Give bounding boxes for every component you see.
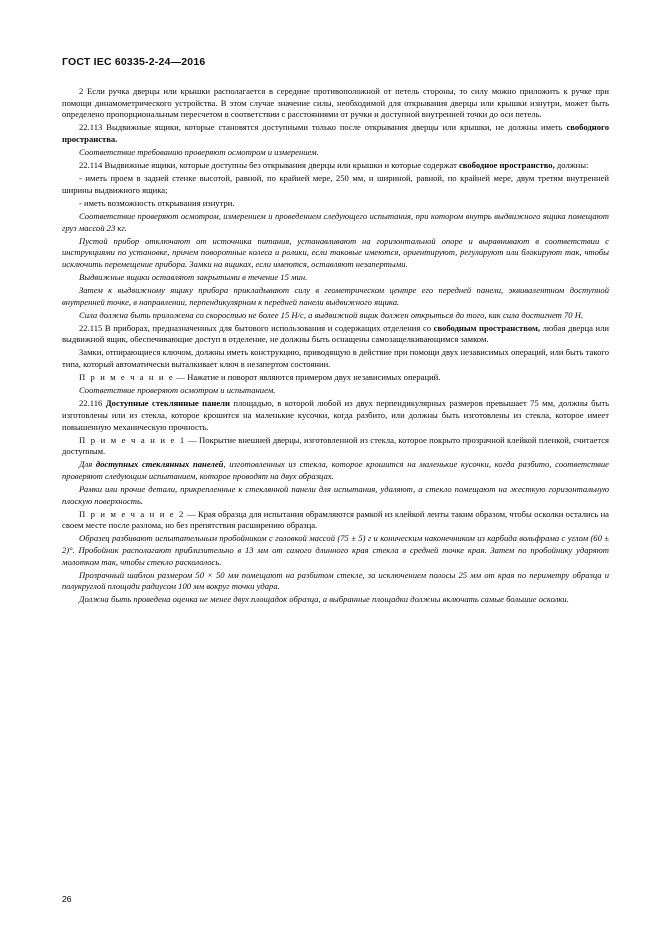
note-label-3: П р и м е ч а н и е 2 — [79, 508, 185, 519]
paragraph-conformity-2: Соответствие проверяют осмотром, измерением и проведением следующего испытания, при котором внутрь выдвижного ящика помещают груз массой 23 кг. — [62, 210, 609, 233]
note-2 — [62, 435, 609, 458]
note-text-3: — Края образца для испытания обрамляются рамкой из клейкой ленты таким образом, чтобы осколки остались на своем месте после разлома, но без препятствия расширению образца. — [62, 508, 609, 531]
note-3 — [62, 509, 609, 532]
clause-22-115-tail: любая дверца или выдвижной ящик, обеспечивающие доступ в отделение, не должны быть оснащены самозащелкивающимся замком. — [62, 322, 609, 345]
paragraph-note-2: 2 Если ручка дверцы или крышки располагается в середине противоположной от петель стороны, то силу можно приложить к ручке при помощи динамометрического устройства. В этом случае значение силы, необходимой для открывания дверцы или крышки изнутри, может быть определено пропорциональным пересчетом в соответствии с расстояниями от ручки и доступной внутренней точки до оси петель. — [62, 86, 609, 120]
clause-22-115-text: 22.115 В приборах, предназначенных для бытового использования и содержащих отделения со — [79, 322, 434, 333]
paragraph-frames-removed: Рамки или прочие детали, прикрепленные к стеклянной панели для испытания, удаляют, а стекло помещают на жесткую горизонтальную плоскую поверхность. — [62, 484, 609, 506]
paragraph-22-116 — [62, 398, 609, 433]
paragraph-key-locks: Замки, отпирающиеся ключом, должны иметь конструкцию, приводящую в действие при помощи двух независимых операций, или быть такого типа, который автоматически выталкивает ключ в незапертом состоянии. — [62, 347, 609, 370]
paragraph-drawers-closed: Выдвижные ящики оставляют закрытыми в течение 15 мин. — [79, 271, 308, 282]
page-number: 26 — [62, 894, 72, 904]
paragraph-conformity-3: Соответствие проверяют осмотром и испытанием. — [79, 385, 276, 396]
paragraph-22-115 — [62, 323, 609, 346]
page-header: ГОСТ IEC 60335-2-24—2016 — [62, 56, 206, 68]
paragraph-force-applied: Затем к выдвижному ящику прибора прикладывают силу в геометрическом центре его передней панели, эквивалентном доступной внутренней точке, в направлении, перпендикулярном к передней панели выдвижного ящика. — [62, 285, 609, 307]
note-1 — [62, 372, 609, 384]
paragraph-empty-appliance: Пустой прибор отключают от источника питания, устанавливают на горизонтальной опоре и выравнивают в соответствии с инструкциями по установке, причем поворотные колеса и ролики, если таковые имеются, ориентируют, регулируют или блокируют так, чтобы исключить перемещение прибора. Замки на ящиках, если имеются, оставляют незапертыми. — [62, 235, 609, 269]
note-label-2: П р и м е ч а н и е 1 — [79, 434, 186, 445]
clause-22-116-number: 22.116 — [79, 398, 106, 409]
paragraph-conformity-1: Соответствие требованию проверяют осмотром и измерением. — [79, 146, 319, 157]
clause-22-114-text: 22.114 Выдвижные ящики, которые доступны без открывания дверцы или крышки и которые содержат — [79, 160, 459, 171]
document-body — [62, 86, 609, 606]
paragraph-template: Прозрачный шаблон размером 50 × 50 мм помещают на разбитом стекле, за исключением полосы 25 мм от края по периметру образца и полукруглой площади радиусом 100 мм вокруг точки удара. — [62, 569, 609, 592]
note-text-2: — Покрытие внешней дверцы, изготовленной из стекла, которое покрыто прозрачной клейкой пленкой, считается доступным. — [62, 434, 609, 457]
term-glass-panels: Доступные стеклянные панели — [105, 398, 230, 409]
paragraph-22-113 — [62, 122, 609, 145]
note-label-1: П р и м е ч а н и е — [79, 372, 175, 383]
clause-22-116-tail: площадью, в которой любой из двух перпендикулярных размеров превышает 75 мм, должны быть изготовлены или из стекла, которое крошится на маленькие кусочки, когда разбито, или должны быть изготовлены из стекла, которое имеет повышенную механическую прочность. — [62, 398, 609, 432]
clause-22-114-tail: должны: — [554, 160, 589, 171]
paragraph-force-speed: Сила должна быть приложена со скоростью не более 15 Н/с, а выдвижной ящик должен открыться до того, как сила достигнет 70 Н. — [79, 309, 584, 320]
paragraph-assessment: Должна быть проведена оценка не менее двух площадок образца, а выбранные площадки должны включать самые большие осколки. — [79, 594, 569, 605]
term-free-space-2: свободное пространство, — [458, 160, 555, 171]
paragraph-glass-test-intro — [62, 459, 609, 482]
glass-test-tail: , изготовленных из стекла, которое крошится на маленькие кусочки, когда разбито, соответствие проверяют следующим испытанием, которое проводят на двух образцах. — [62, 459, 610, 481]
glass-test-lead: Для — [79, 459, 96, 470]
paragraph-punch-test: Образец разбивают испытательным пробойником с головкой массой (75 ± 5) г и коническим наконечником из карбида вольфрама с углом (60 ± 2)°. Пробойник располагают приблизительно в 13 мм от самого длинного края стекла в средней точке края. Затем по пробойнику ударяют молотком так, чтобы стекло раскололось. — [62, 533, 609, 567]
note-text-1: — Нажатие и поворот являются примером двух независимых операций. — [174, 372, 441, 383]
clause-22-113-text: 22.113 Выдвижные ящики, которые становятся доступными только после открывания дверцы или крышки, не должны иметь — [79, 122, 567, 133]
list-item-rear-opening: - иметь проем в задней стенке высотой, равной, по крайней мере, 250 мм, и шириной, равной, по крайней мере, двум третям внутренней ширины выдвижного ящика; — [62, 173, 609, 195]
paragraph-22-114 — [62, 160, 609, 172]
list-item-open-inside: - иметь возможность открывания изнутри. — [79, 197, 235, 208]
term-accessible-glass-panels: доступных стеклянных панелей — [95, 459, 224, 470]
term-free-space-3: свободным пространством, — [433, 322, 540, 333]
term-free-space: свободного пространства. — [62, 122, 609, 144]
